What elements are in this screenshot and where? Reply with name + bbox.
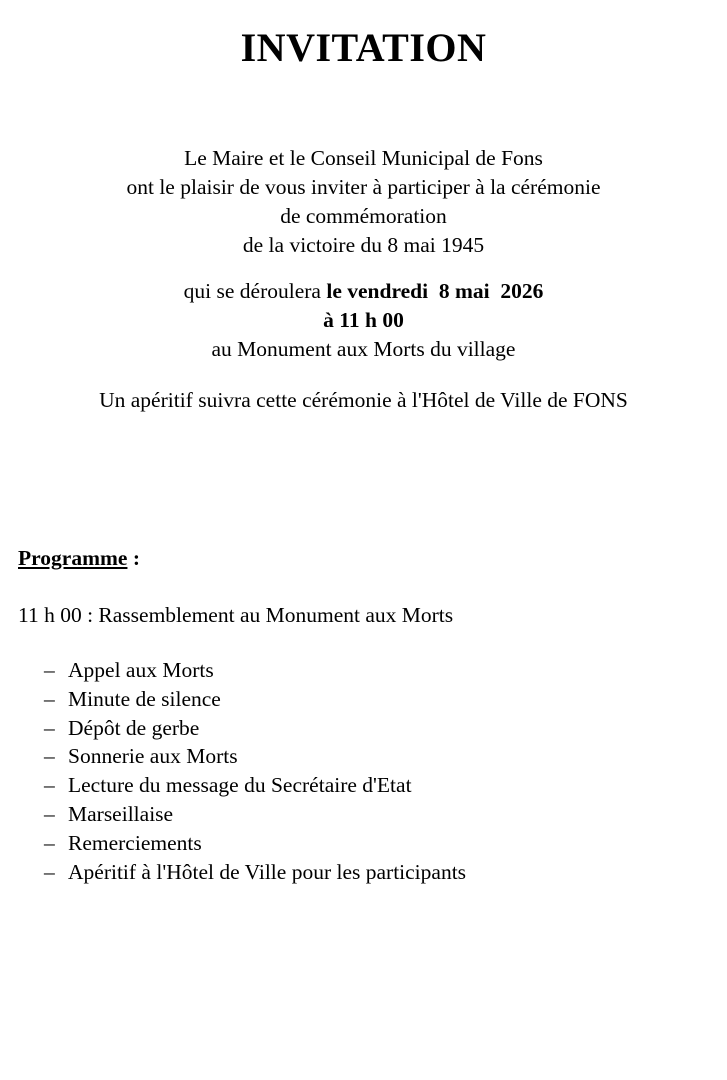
- programme-heading-colon: :: [127, 546, 140, 570]
- dash-icon: –: [44, 830, 55, 855]
- list-item-label: Lecture du message du Secrétaire d'Etat: [68, 773, 412, 798]
- intro-line-2: ont le plaisir de vous inviter à participer à la cérémonie: [126, 175, 601, 199]
- event-date-paragraph: [0, 277, 727, 364]
- list-item: [44, 829, 466, 858]
- dash-icon: –: [44, 658, 55, 682]
- dash-icon: –: [44, 744, 55, 769]
- dash-icon: –: [44, 773, 55, 798]
- programme-list: [44, 656, 466, 886]
- programme-heading-label: Programme: [18, 546, 128, 570]
- list-item-label: Remerciements: [68, 830, 202, 855]
- event-location: au Monument aux Morts du village: [211, 337, 516, 361]
- list-item-label: Sonnerie aux Morts: [68, 744, 238, 769]
- intro-line-3: de commémoration: [280, 204, 447, 228]
- page-title: INVITATION: [240, 25, 487, 70]
- list-item: [44, 656, 466, 685]
- dash-icon: –: [44, 715, 55, 740]
- intro-line-4: de la victoire du 8 mai 1945: [242, 233, 485, 257]
- list-item-label: Appel aux Morts: [68, 658, 214, 682]
- intro-paragraph: [0, 144, 727, 260]
- dash-icon: –: [44, 686, 55, 711]
- list-item-label: Dépôt de gerbe: [68, 715, 200, 740]
- list-item: [44, 742, 466, 771]
- list-item-label: Marseillaise: [68, 801, 174, 826]
- event-time-value: à 11 h 00: [323, 308, 404, 332]
- list-item-label: Apéritif à l'Hôtel de Ville pour les participants: [68, 859, 467, 884]
- dash-icon: –: [44, 859, 55, 884]
- list-item: [44, 858, 466, 887]
- aperitif-paragraph: [0, 386, 727, 415]
- dash-icon: –: [44, 801, 55, 826]
- list-item-label: Minute de silence: [68, 686, 221, 711]
- programme-heading: [18, 546, 140, 571]
- list-item: [44, 685, 466, 714]
- programme-intro-line: 11 h 00 : Rassemblement au Monument aux Morts: [18, 603, 454, 627]
- list-item: [44, 714, 466, 743]
- event-date-line: [0, 277, 727, 306]
- event-date-value: le vendredi 8 mai 2026: [326, 279, 544, 303]
- list-item: [44, 800, 466, 829]
- intro-line-1: Le Maire et le Conseil Municipal de Fons: [184, 146, 543, 170]
- list-item: [44, 771, 466, 800]
- aperitif-note: Un apéritif suivra cette cérémonie à l'Hôtel de Ville de FONS: [99, 388, 628, 412]
- event-date-lead: qui se déroulera: [183, 279, 327, 303]
